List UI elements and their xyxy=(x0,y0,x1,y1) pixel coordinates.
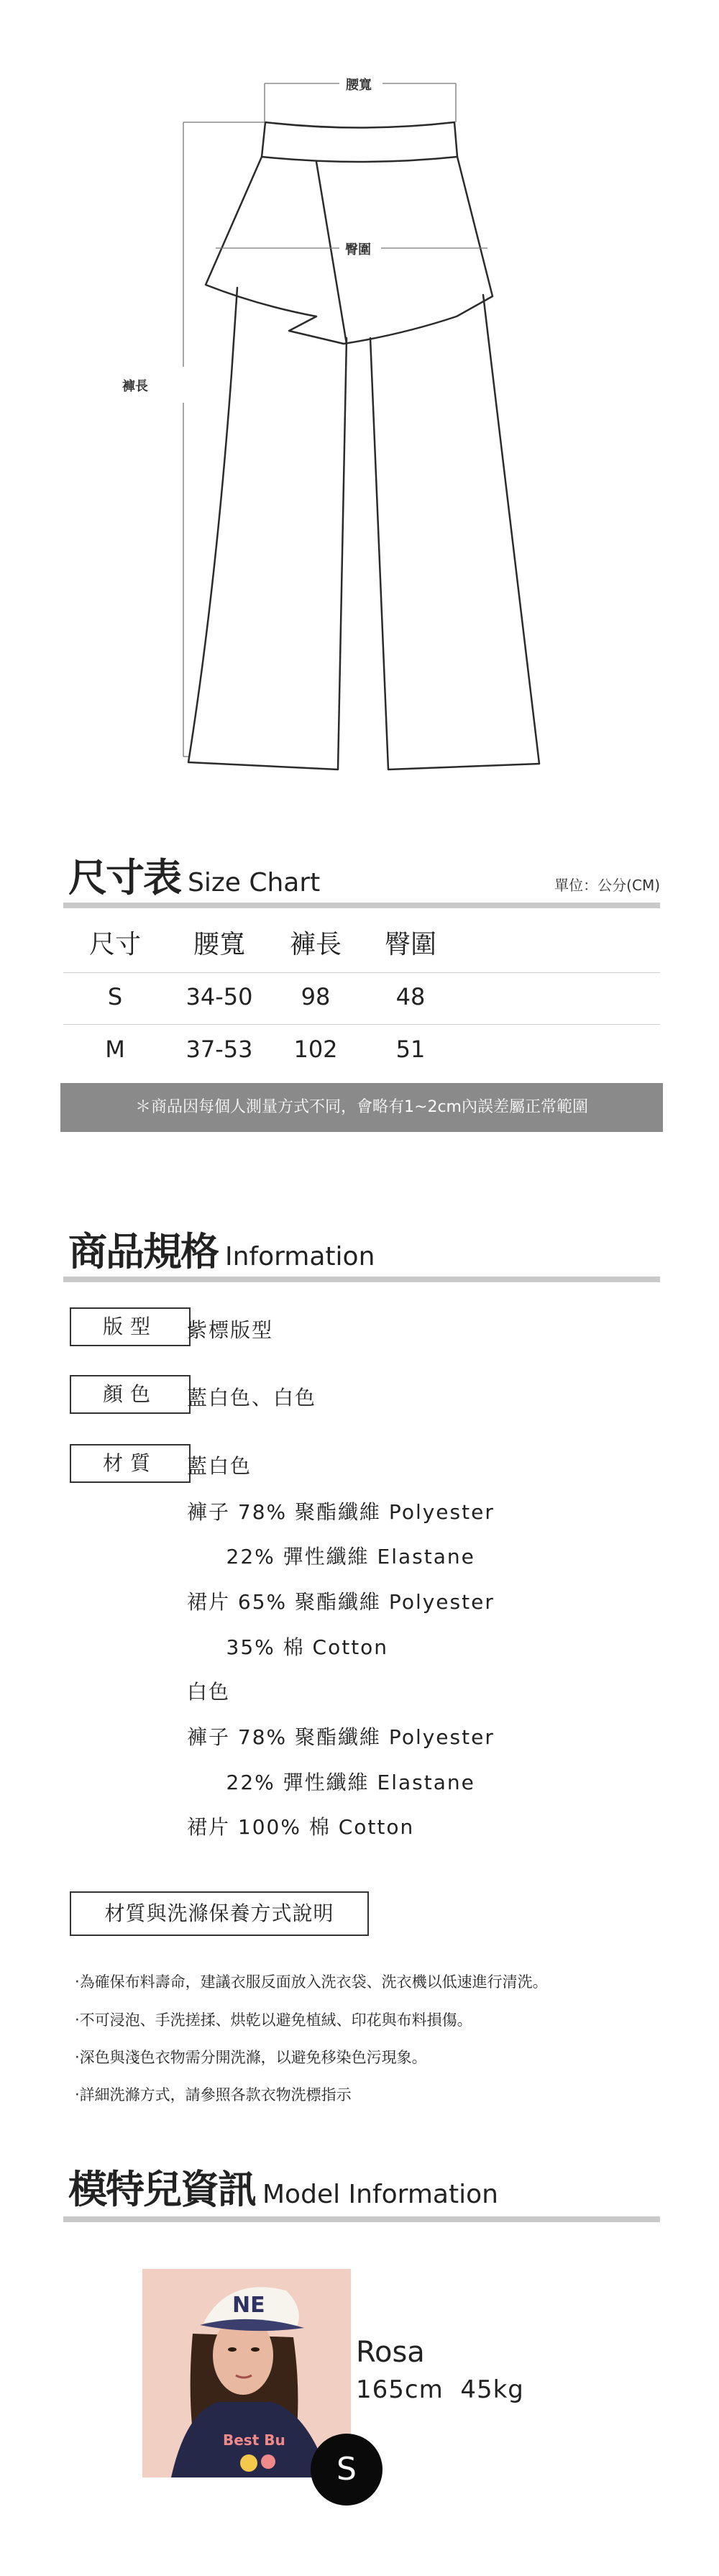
cell-size: S xyxy=(107,983,123,1010)
model-title-cn: 模特兒資訊 xyxy=(68,2167,255,2212)
model-title-en: Model Information xyxy=(262,2180,498,2209)
cell-length: 102 xyxy=(293,1036,338,1063)
right-leg-outline xyxy=(370,295,539,769)
information-title-cn: 商品規格 xyxy=(68,1229,218,1274)
measurement-note: ＊商品因每個人測量方式不同，會略有1~2cm內誤差屬正常範圍 xyxy=(60,1083,663,1132)
material-line: 裙片 65% 聚酯纖維 Polyester xyxy=(187,1590,495,1614)
pants-diagram xyxy=(0,0,719,805)
model-heading xyxy=(68,2159,498,2214)
material-line: 藍白色 xyxy=(187,1454,252,1478)
shirt-text: Best Bu xyxy=(223,2431,285,2449)
table-divider xyxy=(63,1024,660,1025)
left-leg-outline xyxy=(188,288,347,769)
table-divider xyxy=(63,972,660,973)
material-line: 褲子 78% 聚酯纖維 Polyester xyxy=(187,1725,495,1749)
header-length: 褲長 xyxy=(289,930,342,959)
fit-value: 紫標版型 xyxy=(187,1318,274,1342)
color-value: 藍白色、白色 xyxy=(187,1386,317,1410)
size-chart-heading xyxy=(68,847,320,903)
information-heading xyxy=(68,1221,375,1276)
model-rule xyxy=(63,2216,660,2222)
care-title: 材質與洗滌保養方式說明 xyxy=(70,1891,369,1936)
cell-hip: 51 xyxy=(395,1036,426,1063)
model-size-badge: S xyxy=(311,2434,383,2506)
cell-hip: 48 xyxy=(395,983,426,1010)
material-line: 褲子 78% 聚酯纖維 Polyester xyxy=(187,1500,495,1524)
care-item: ‧不可浸泡、手洗搓揉、烘乾以避免植絨、印花與布料損傷。 xyxy=(75,2011,472,2029)
material-line: 裙片 100% 棉 Cotton xyxy=(187,1815,415,1839)
model-stats: 165cm 45kg xyxy=(356,2375,524,2404)
color-tag: 顏色 xyxy=(70,1375,191,1414)
material-tag: 材質 xyxy=(70,1444,191,1483)
information-title-en: Information xyxy=(225,1242,375,1271)
fit-tag: 版型 xyxy=(70,1307,191,1346)
information-rule xyxy=(63,1276,660,1282)
model-name: Rosa xyxy=(356,2336,425,2369)
header-waist: 腰寬 xyxy=(193,930,245,959)
waistband-outline xyxy=(262,122,457,162)
cell-length: 98 xyxy=(301,983,331,1010)
care-item: ‧深色與淺色衣物需分開洗滌，以避免移染色污現象。 xyxy=(75,2049,427,2066)
hip-label: 臀圍 xyxy=(345,242,371,257)
cell-waist: 37-53 xyxy=(186,1036,253,1063)
material-line: 22% 彈性纖維 Elastane xyxy=(187,1771,475,1794)
size-chart-title-en: Size Chart xyxy=(188,868,321,898)
cap-text: NE xyxy=(232,2293,265,2318)
cell-size: M xyxy=(105,1036,125,1063)
skirt-wrap-line xyxy=(316,162,347,344)
unit-label: 單位：公分(CM) xyxy=(554,877,660,894)
waist-label: 腰寬 xyxy=(346,78,372,93)
care-item: ‧為確保布料壽命，建議衣服反面放入洗衣袋、洗衣機以低速進行清洗。 xyxy=(75,1973,548,1991)
care-item: ‧詳細洗滌方式，請參照各款衣物洗標指示 xyxy=(75,2086,352,2104)
cell-waist: 34-50 xyxy=(186,983,253,1010)
size-chart-title-cn: 尺寸表 xyxy=(68,855,180,900)
header-size: 尺寸 xyxy=(88,930,141,959)
length-label: 褲長 xyxy=(122,379,148,394)
header-hip: 臀圍 xyxy=(384,930,436,959)
material-line: 白色 xyxy=(187,1680,231,1704)
material-line: 35% 棉 Cotton xyxy=(187,1635,389,1659)
size-chart-rule xyxy=(63,903,660,908)
material-line: 22% 彈性纖維 Elastane xyxy=(187,1545,475,1568)
